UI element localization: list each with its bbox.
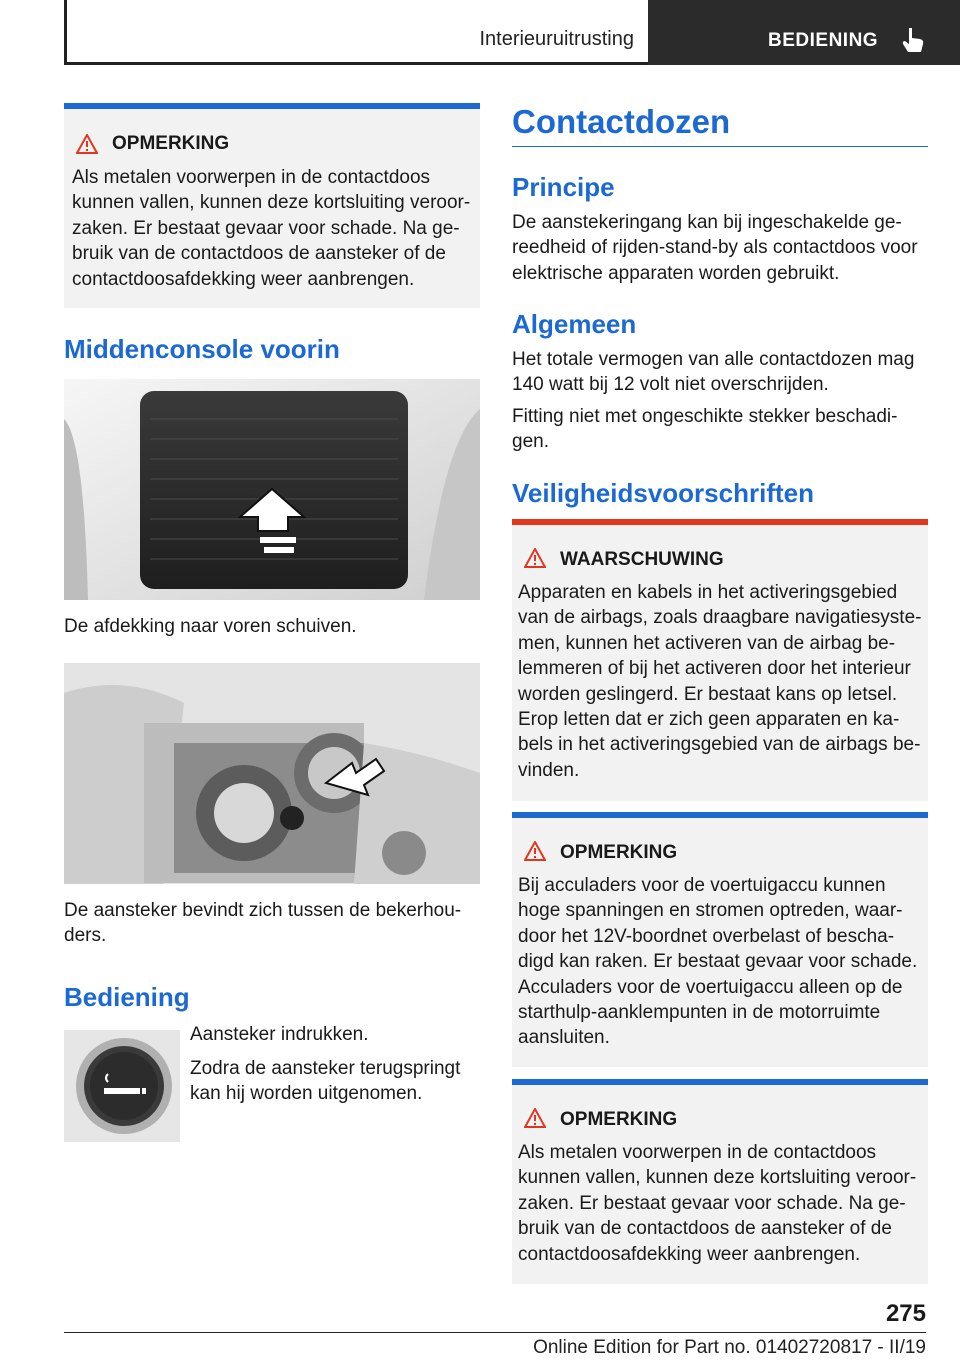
- header-chapter-title: BEDIENING: [768, 30, 879, 51]
- notice-bar: [512, 1079, 928, 1085]
- bediening-step1: Aansteker indrukken.: [190, 1024, 369, 1045]
- photo-cup-holders: [64, 663, 480, 884]
- caption-lighter-location: De aansteker bevindt zich tussen de bekerhou- ders.: [64, 900, 462, 947]
- warning-bar: [512, 519, 928, 525]
- pointing-hand-icon: [900, 26, 926, 54]
- notice-body: Als metalen voorwerpen in de contactdoos kunnen vallen, kunnen deze kortsluiting veroor- zaken. Er bestaat gevaar voor schade. Na ge- bruik van de contactdoos de aansteker of de contactdoosafdekking weer aanbrengen.: [518, 1142, 917, 1265]
- notice-title: OPMERKING: [112, 133, 230, 154]
- warning-triangle-icon: [524, 548, 546, 568]
- warning-title: WAARSCHUWING: [560, 549, 724, 570]
- footer-edition: Online Edition for Part no. 01402720817 - II/19: [533, 1337, 926, 1358]
- notice-body: Bij acculaders voor de voertuigaccu kunnen hoge spanningen en stromen optreden, waar- door het 12V-boordnet overbelast of bescha- digd kan raken. Er bestaat gevaar voor schade. Acculaders voor de voertuigaccu alleen op de starthulp-aanklempunten in de motorruimte aansluiten.: [518, 875, 918, 1049]
- warning-triangle-icon: [76, 134, 98, 154]
- photo-console-cover: [64, 379, 480, 600]
- warning-box: [512, 519, 928, 801]
- caption-cover: De afdekking naar voren schuiven.: [64, 616, 357, 637]
- principe-text: De aanstekeringang kan bij ingeschakelde ge- reedheid of rijden-stand-by als contactdoos voor elektrische apparaten worden gebruikt.: [512, 212, 918, 284]
- heading-veiligheid: Veiligheidsvoorschriften: [512, 478, 814, 508]
- title-rule: [512, 146, 928, 147]
- page-number: 275: [885, 1300, 926, 1327]
- page-title-contactdozen: Contactdozen: [512, 103, 731, 140]
- photo-lighter: [64, 1030, 180, 1142]
- notice-bar: [64, 103, 480, 109]
- bediening-step2: Zodra de aansteker terugspringt kan hij worden uitgenomen.: [190, 1058, 461, 1105]
- heading-algemeen: Algemeen: [512, 309, 637, 339]
- header-left-rule: [64, 0, 67, 64]
- warning-triangle-icon: [524, 1108, 546, 1128]
- notice-body: Als metalen voorwerpen in de contactdoos kunnen vallen, kunnen deze kortsluiting veroor- zaken. Er bestaat gevaar voor schade. Na ge- bruik van de contactdoos de aansteker of de contactdoosafdekking weer aanbrengen.: [72, 167, 471, 290]
- header-section-title: Interieuruitrusting: [479, 28, 634, 50]
- heading-principe: Principe: [512, 172, 615, 202]
- notice-box-left: [64, 103, 480, 308]
- notice-box-acculaders: [512, 812, 928, 1067]
- algemeen-text-2: Fitting niet met ongeschikte stekker beschadi- gen.: [512, 406, 898, 453]
- header-bottom-rule: [64, 62, 648, 65]
- heading-middenconsole: Middenconsole voorin: [64, 334, 340, 364]
- warning-body: Apparaten en kabels in het activeringsgebied van de airbags, zoals draagbare navigatiesyste- men, kunnen het activeren van de airbag be- lemmeren of bij het activeren door het interieur worden geslingerd. Er bestaat kans op letsel. Erop letten dat er zich geen apparaten en ka- bels in het activeringsgebied van de airbags be- vinden.: [518, 582, 922, 781]
- notice-title: OPMERKING: [560, 842, 678, 863]
- heading-bediening: Bediening: [64, 982, 190, 1012]
- algemeen-text-1: Het totale vermogen van alle contactdozen mag 140 watt bij 12 volt niet overschrijden.: [512, 349, 915, 396]
- header-chapter-tab: [648, 0, 960, 65]
- notice-title: OPMERKING: [560, 1109, 678, 1130]
- notice-bar: [512, 812, 928, 818]
- notice-box-metal: [512, 1079, 928, 1284]
- warning-triangle-icon: [524, 841, 546, 861]
- footer-rule: [64, 1332, 926, 1333]
